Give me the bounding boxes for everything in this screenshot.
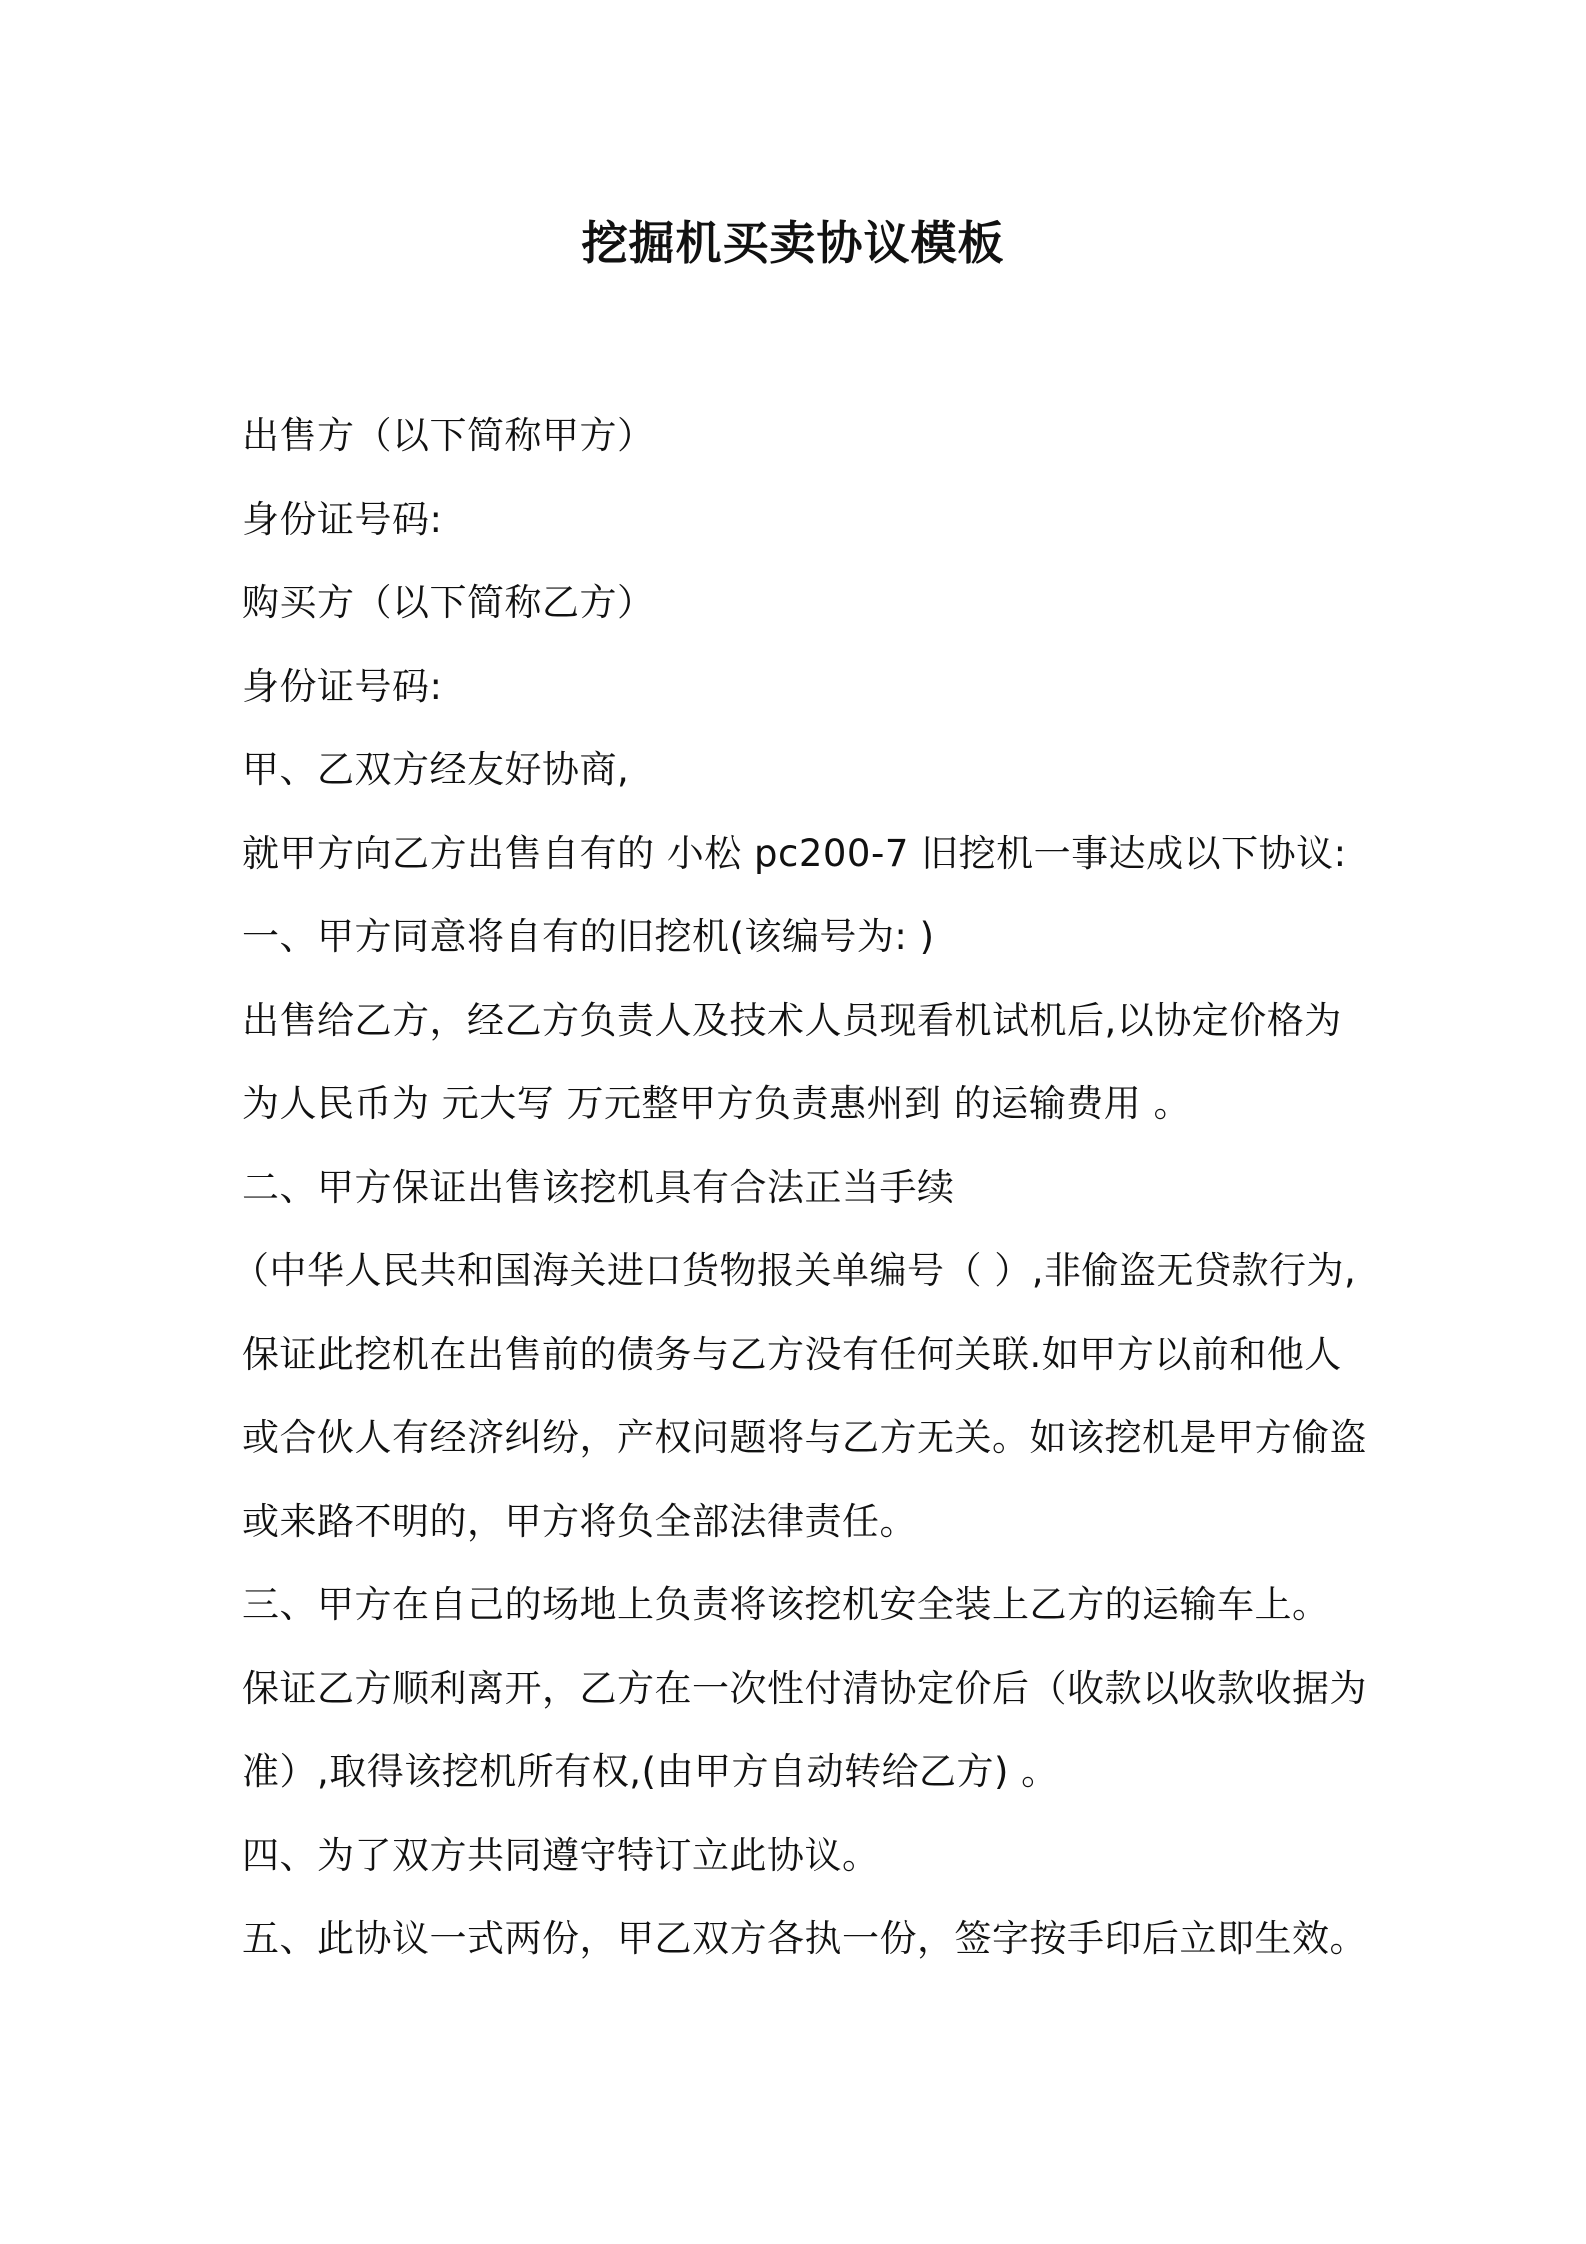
- seller-line: 出售方（以下简称甲方）: [242, 414, 655, 457]
- clause-2-line-5: 或来路不明的，甲方将负全部法律责任。: [242, 1499, 917, 1543]
- preamble-line: 甲、乙双方经友好协商,: [242, 748, 630, 791]
- clause-4-line: 四、为了双方共同遵守特订立此协议。: [242, 1833, 880, 1877]
- clause-3-line-1: 三、甲方在自己的场地上负责将该挖机安全装上乙方的运输车上。: [242, 1583, 1330, 1626]
- clause-2-line-3: 保证此挖机在出售前的债务与乙方没有任何关联.如甲方以前和他人: [242, 1332, 1342, 1376]
- clause-2-line-2: （中华人民共和国海关进口货物报关单编号（ ）,非偷盗无贷款行为,: [232, 1249, 1357, 1292]
- clause-3-line-2: 保证乙方顺利离开，乙方在一次性付清协定价后（收款以收款收据为: [242, 1666, 1367, 1710]
- clause-1-line-1: 一、甲方同意将自有的旧挖机(该编号为: ): [242, 915, 935, 958]
- clause-2-line-4: 或合伙人有经济纠纷，产权问题将与乙方无关。如该挖机是甲方偷盗: [242, 1416, 1367, 1459]
- clause-5-line: 五、此协议一式两份，甲乙双方各执一份，签字按手印后立即生效。: [242, 1917, 1367, 1960]
- document-body: [232, 408, 1372, 1995]
- clause-1-line-2: 出售给乙方，经乙方负责人及技术人员现看机试机后,以协定价格为: [242, 998, 1342, 1042]
- buyer-id-line: 身份证号码:: [242, 664, 443, 708]
- clause-3-line-3: 准）,取得该挖机所有权,(由甲方自动转给乙方) 。: [242, 1750, 1059, 1793]
- clause-2-line-1: 二、甲方保证出售该挖机具有合法正当手续: [242, 1165, 955, 1209]
- buyer-line: 购买方（以下简称乙方）: [242, 581, 655, 624]
- clause-1-line-3: 为人民币为 元大写 万元整甲方负责惠州到 的运输费用 。: [242, 1082, 1192, 1125]
- seller-id-line: 身份证号码:: [242, 497, 443, 541]
- agreement-intro-line: 就甲方向乙方出售自有的 小松 pc200-7 旧挖机一事达成以下协议:: [242, 831, 1347, 875]
- document-title: 挖掘机买卖协议模板: [581, 216, 1005, 270]
